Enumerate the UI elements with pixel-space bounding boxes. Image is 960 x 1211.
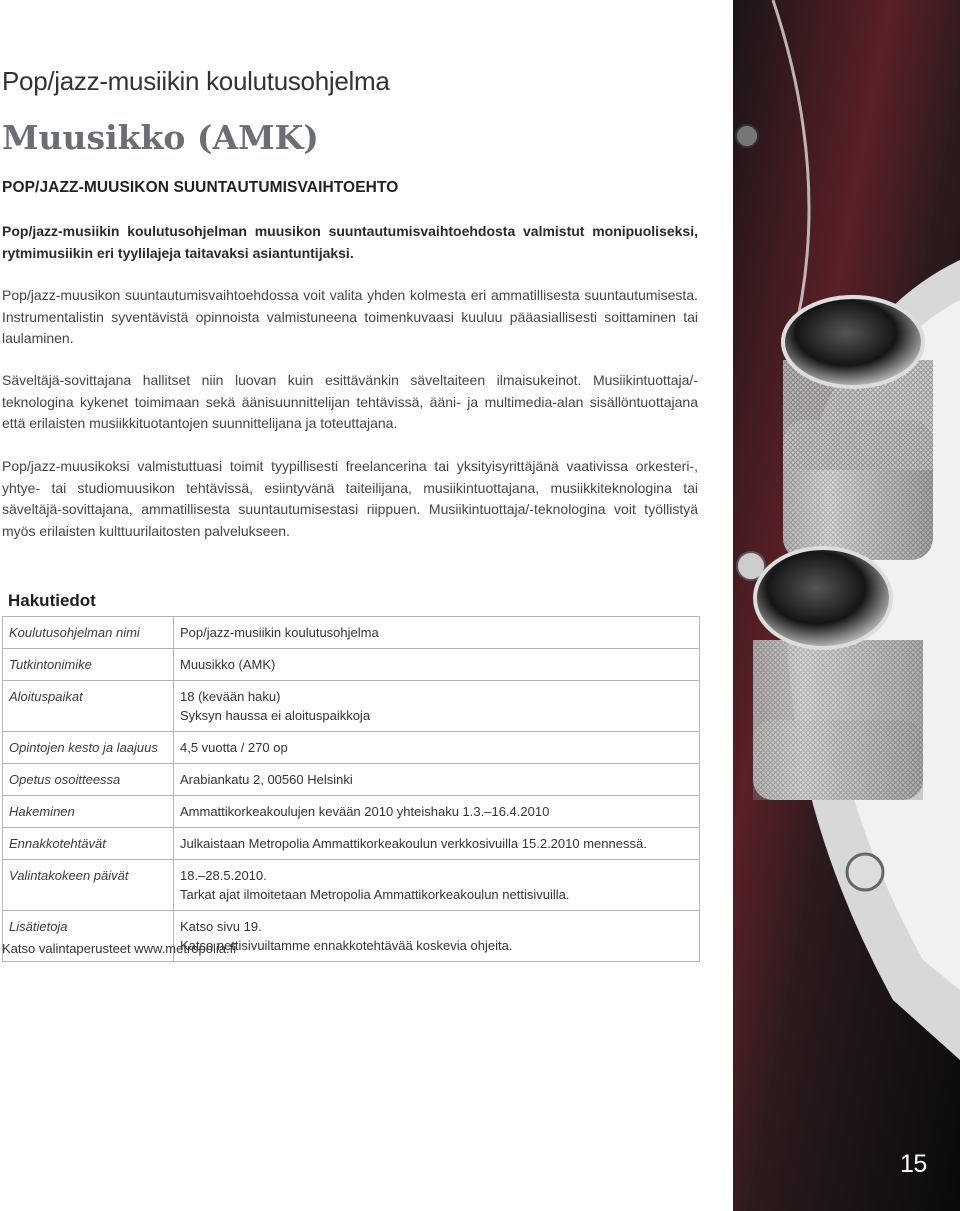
application-info-table [2,616,700,962]
info-value-line: 18 (kevään haku) [180,689,281,704]
guitar-knobs-icon [733,0,960,1211]
body-paragraph: Pop/jazz-muusikon suuntautumisvaihtoehdossa voit valita yhden kolmesta eri ammatillisesta suuntautumisesta. Instrumentalistin syventävistä opinnoista valmistuneena toimenkuvaasi kuuluu pääasiallisesti soittaminen tai laulaminen. [2,287,698,346]
criteria-footnote: Katso valintaperusteet www.metropolia.fi [2,941,237,956]
info-row [3,732,700,764]
info-row [3,617,700,649]
info-key: Opetus osoitteessa [3,764,174,796]
lead-paragraph: Pop/jazz-musiikin koulutusohjelman muusikon suuntautumisvaihtoehdosta valmistut monipuoliseksi, rytmimusiikin eri tyylilajeja taitavaksi asiantuntijaksi. [2,223,698,261]
program-supertitle: Pop/jazz-musiikin koulutusohjelma [2,66,390,96]
info-value-line: 4,5 vuotta / 270 op [180,740,288,755]
info-value-line: Katso sivu 19. [180,919,262,934]
info-row [3,796,700,828]
guitar-photo [733,0,960,1211]
body-paragraph: Pop/jazz-muusikoksi valmistuttuasi toimit tyypillisesti freelancerina tai yksityisyrittäjänä vaativissa orkesteri-, yhtye- tai studiomuusikon tehtävissä, esiintyvänä taiteilijana, musiikintuottajana, musiikkiteknologina tai säveltäjä-sovittajana, ammatillisesta suuntautumisestasi riippuen. Musiikintuottaja/-teknologina voit työllistyä myös erilaisten kulttuurilaitosten palvelukseen. [2,458,698,539]
section-subheading: POP/JAZZ-MUUSIKON SUUNTAUTUMISVAIHTOEHTO [2,179,399,196]
page-number: 15 [900,1150,927,1178]
info-key: Aloituspaikat [3,681,174,732]
info-row [3,681,700,732]
info-value [174,617,700,649]
page-title: Muusikko (AMK) [2,118,319,157]
info-value-line: Muusikko (AMK) [180,657,276,672]
info-value [174,860,700,911]
info-value-line: Arabiankatu 2, 00560 Helsinki [180,772,353,787]
info-key: Opintojen kesto ja laajuus [3,732,174,764]
info-value-line: Pop/jazz-musiikin koulutusohjelma [180,625,379,640]
info-section-title: Hakutiedot [8,591,96,610]
info-value-line: Ammattikorkeakoulujen kevään 2010 yhteishaku 1.3.–16.4.2010 [180,804,550,819]
info-value-line: Syksyn haussa ei aloituspaikkoja [180,708,371,723]
info-key: Tutkintonimike [3,649,174,681]
info-value-line: 18.–28.5.2010. [180,868,267,883]
info-value-line: Tarkat ajat ilmoitetaan Metropolia Ammattikorkeakoulun nettisivuilla. [180,887,570,902]
info-value-line: Katso nettisivuiltamme ennakkotehtävää koskevia ohjeita. [180,938,513,953]
info-row [3,860,700,911]
info-value [174,796,700,828]
info-value [174,649,700,681]
info-key: Ennakkotehtävät [3,828,174,860]
info-key: Lisätietoja [3,911,174,962]
info-value [174,764,700,796]
info-value [174,732,700,764]
info-value [174,828,700,860]
info-value [174,681,700,732]
info-row [3,828,700,860]
info-key: Koulutusohjelman nimi [3,617,174,649]
info-row [3,764,700,796]
info-key: Hakeminen [3,796,174,828]
info-key: Valintakokeen päivät [3,860,174,911]
info-value [174,911,700,962]
info-row [3,649,700,681]
info-value-line: Julkaistaan Metropolia Ammattikorkeakoulun verkkosivuilla 15.2.2010 mennessä. [180,836,647,851]
body-paragraph: Säveltäjä-sovittajana hallitset niin luovan kuin esittävänkin säveltaiteen ilmaisukeinot. Musiikintuottaja/-teknologina kykenet toimimaan sekä äänisuunnittelijan tehtävissä, ääni- ja multimedia-alan sisällöntuottajana että erilaisten musiikkituotantojen suunnittelijana ja toteuttajana. [2,372,698,431]
